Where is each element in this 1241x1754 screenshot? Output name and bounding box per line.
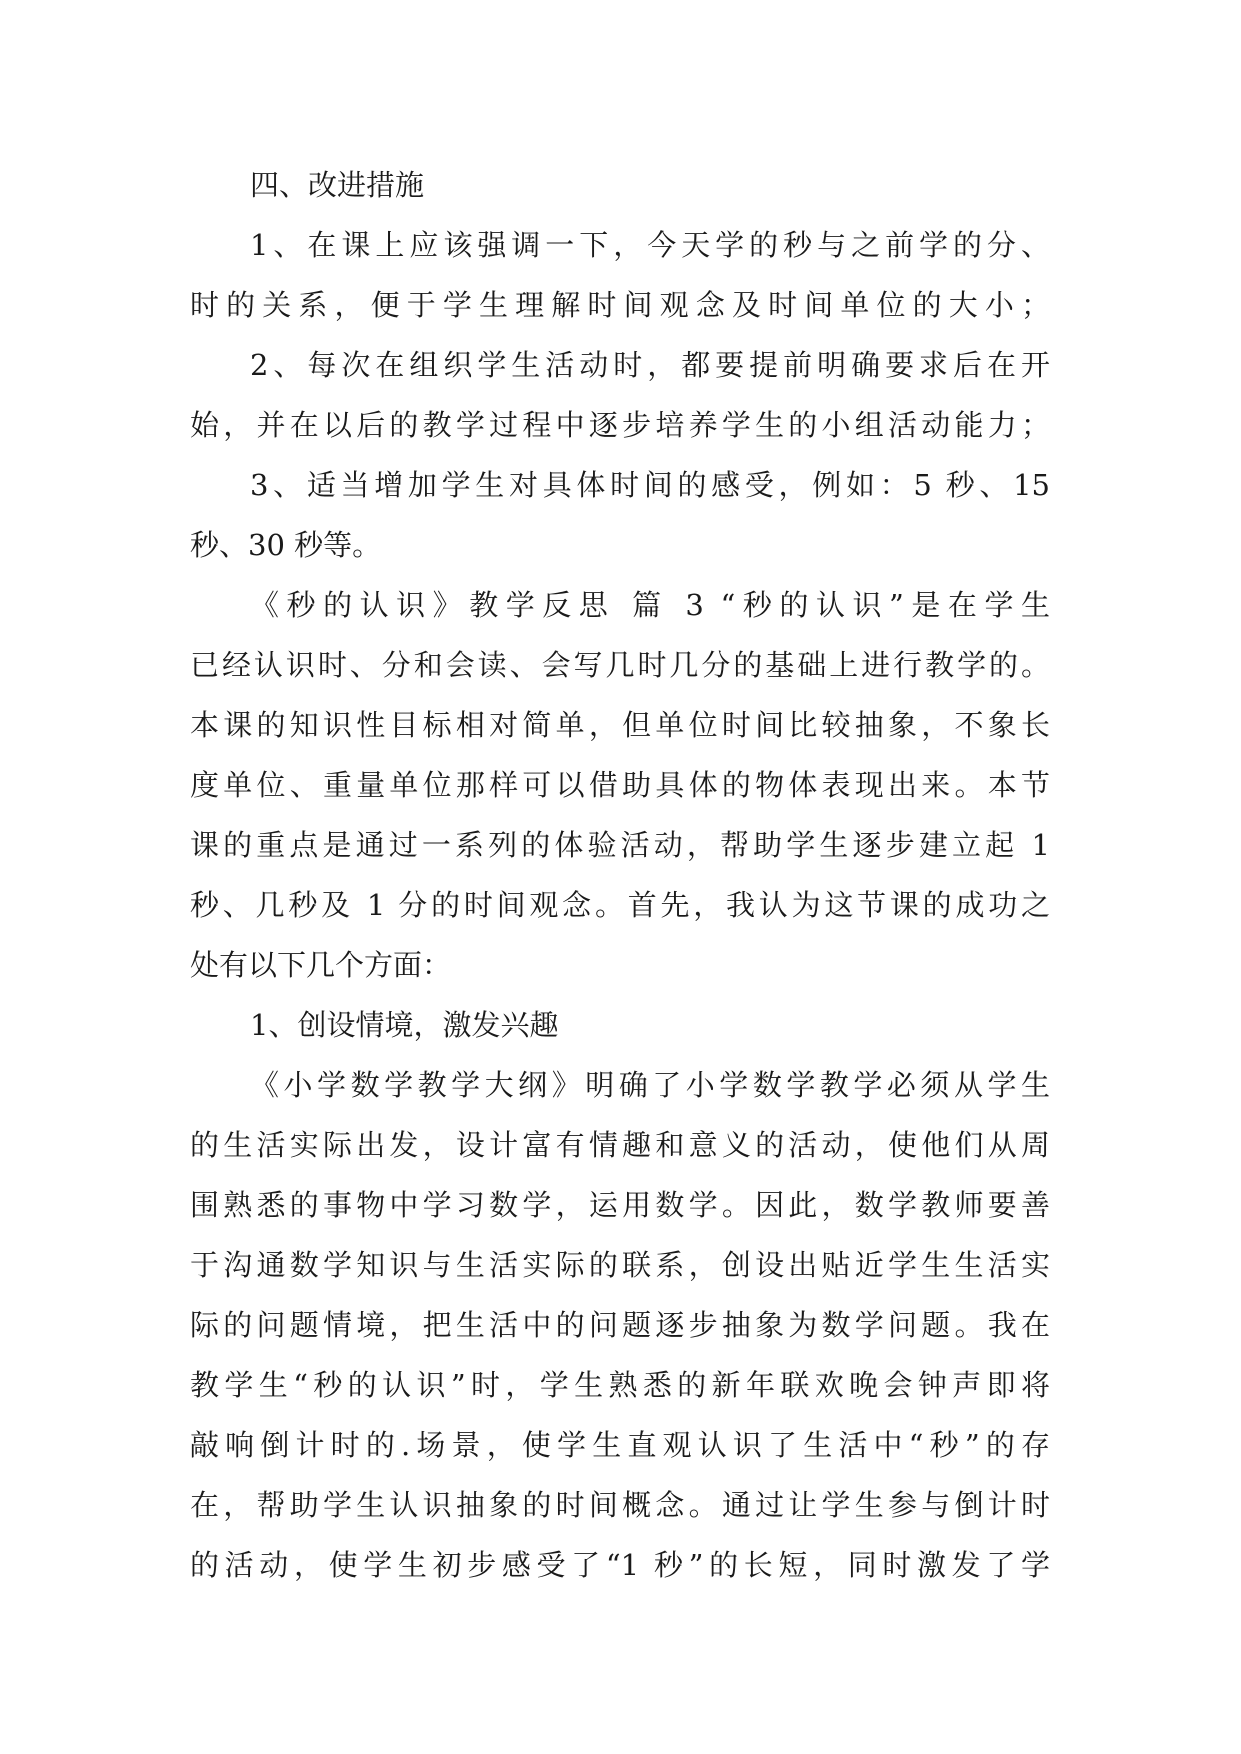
text-line: 于沟通数学知识与生活实际的联系，创设出贴近学生生活实 <box>190 1248 1050 1282</box>
text-line: 敲响倒计时的.场景，使学生直观认识了生活中“秒”的存 <box>190 1428 1050 1462</box>
text-line: 秒、几秒及 1 分的时间观念。首先，我认为这节课的成功之 <box>190 888 1050 922</box>
text-line: 2、每次在组织学生活动时，都要提前明确要求后在开 <box>250 348 1050 382</box>
text-line: 在，帮助学生认识抽象的时间概念。通过让学生参与倒计时 <box>190 1488 1050 1522</box>
text-line: 的生活实际出发，设计富有情趣和意义的活动，使他们从周 <box>190 1128 1050 1162</box>
text-line: 已经认识时、分和会读、会写几时几分的基础上进行教学的。 <box>190 648 1050 682</box>
text-line: 度单位、重量单位那样可以借助具体的物体表现出来。本节 <box>190 768 1050 802</box>
text-line: 《小学数学教学大纲》明确了小学数学教学必须从学生 <box>250 1068 1050 1102</box>
text-line: 课的重点是通过一系列的体验活动，帮助学生逐步建立起 1 <box>190 828 1050 862</box>
section-heading: 四、改进措施 <box>250 168 425 202</box>
text-line: 教学生“秒的认识”时，学生熟悉的新年联欢晚会钟声即将 <box>190 1368 1050 1402</box>
text-line: 时的关系，便于学生理解时间观念及时间单位的大小； <box>190 288 1050 322</box>
text-line: 秒、30 秒等。 <box>190 528 382 562</box>
subsection-heading: 1、创设情境，激发兴趣 <box>250 1008 559 1042</box>
text-line: 3、适当增加学生对具体时间的感受，例如：5 秒、15 <box>250 468 1050 502</box>
text-line: 围熟悉的事物中学习数学，运用数学。因此，数学教师要善 <box>190 1188 1050 1222</box>
text-line: 处有以下几个方面： <box>190 948 452 982</box>
text-line: 本课的知识性目标相对简单，但单位时间比较抽象，不象长 <box>190 708 1050 742</box>
text-line: 始，并在以后的教学过程中逐步培养学生的小组活动能力； <box>190 408 1050 442</box>
text-line: 《秒的认识》教学反思 篇 3 “秒的认识”是在学生 <box>250 588 1050 622</box>
text-line: 际的问题情境，把生活中的问题逐步抽象为数学问题。我在 <box>190 1308 1050 1342</box>
text-line: 的活动，使学生初步感受了“1 秒”的长短，同时激发了学 <box>190 1548 1050 1582</box>
text-line: 1、在课上应该强调一下，今天学的秒与之前学的分、 <box>250 228 1050 262</box>
